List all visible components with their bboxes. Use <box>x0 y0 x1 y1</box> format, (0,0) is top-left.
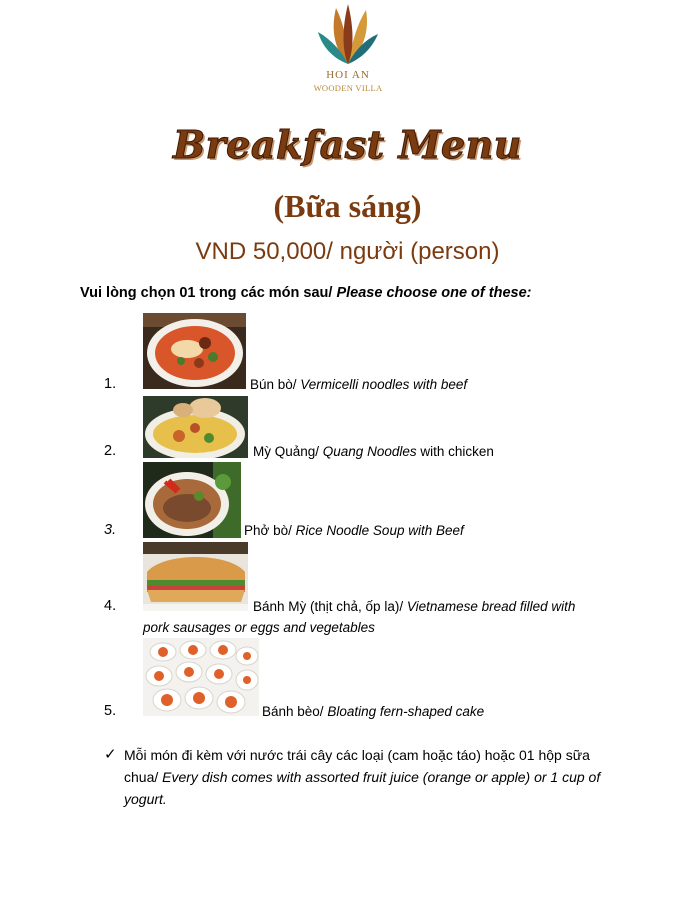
item-name-en-plain: with chicken <box>416 444 494 459</box>
note-text <box>124 744 624 810</box>
item-number: 4. <box>104 598 117 614</box>
item-name-vi: Phở bò/ <box>244 523 296 538</box>
item-caption <box>250 377 467 392</box>
checkmark-icon: ✓ <box>104 746 117 763</box>
menu-price: VND 50,000/ người (person) <box>195 238 500 265</box>
banh-beo-photo <box>143 638 259 716</box>
item-number: 3. <box>104 522 117 538</box>
leaf-logo-icon <box>314 2 382 68</box>
item-caption <box>244 523 464 538</box>
logo-text-wooden-villa: WOODEN VILLA <box>313 83 383 93</box>
item-name-en: Bloating fern-shaped cake <box>327 704 485 719</box>
hotel-logo <box>300 2 396 98</box>
item-name-en: Quang Noodles <box>322 444 417 459</box>
item-number: 1. <box>104 376 117 392</box>
item-name-en: Rice Noodle Soup with Beef <box>295 523 464 538</box>
item-caption-line2: pork sausages or eggs and vegetables <box>143 620 375 635</box>
bun-bo-photo <box>143 313 246 389</box>
item-number: 2. <box>104 443 117 459</box>
pho-bo-photo <box>143 462 241 538</box>
item-caption <box>253 444 494 459</box>
instruction-en: Please choose one of these: <box>336 285 532 301</box>
item-name-en: Vietnamese bread filled with <box>406 599 576 614</box>
my-quang-photo <box>143 396 248 458</box>
item-name-vi: Bánh bèo/ <box>262 704 328 719</box>
note-vi: Mỗi món đi kèm với nước trái cây các loại (cam hoặc táo) hoặc 01 hộp sữa chua/ <box>124 747 590 785</box>
item-caption <box>262 704 484 719</box>
item-name-en: Vermicelli noodles with beef <box>300 377 468 392</box>
note-en: Every dish comes with assorted fruit juice (orange or apple) or 1 cup of yogurt. <box>124 769 601 807</box>
item-number: 5. <box>104 703 117 719</box>
menu-title: Breakfast Menu <box>173 122 522 167</box>
logo-text-hoi-an: HOI AN <box>326 69 370 81</box>
item-name-vi: Mỳ Quảng/ <box>253 444 323 459</box>
choose-instruction <box>80 285 531 301</box>
item-name-vi: Bún bò/ <box>250 377 301 392</box>
instruction-vi: Vui lòng chọn 01 trong các món sau/ <box>80 285 337 301</box>
banh-my-photo <box>143 542 248 611</box>
item-caption <box>253 599 575 614</box>
item-name-vi: Bánh Mỳ (thịt chả, ốp la)/ <box>253 599 407 614</box>
menu-subtitle: (Bữa sáng) <box>273 188 422 224</box>
